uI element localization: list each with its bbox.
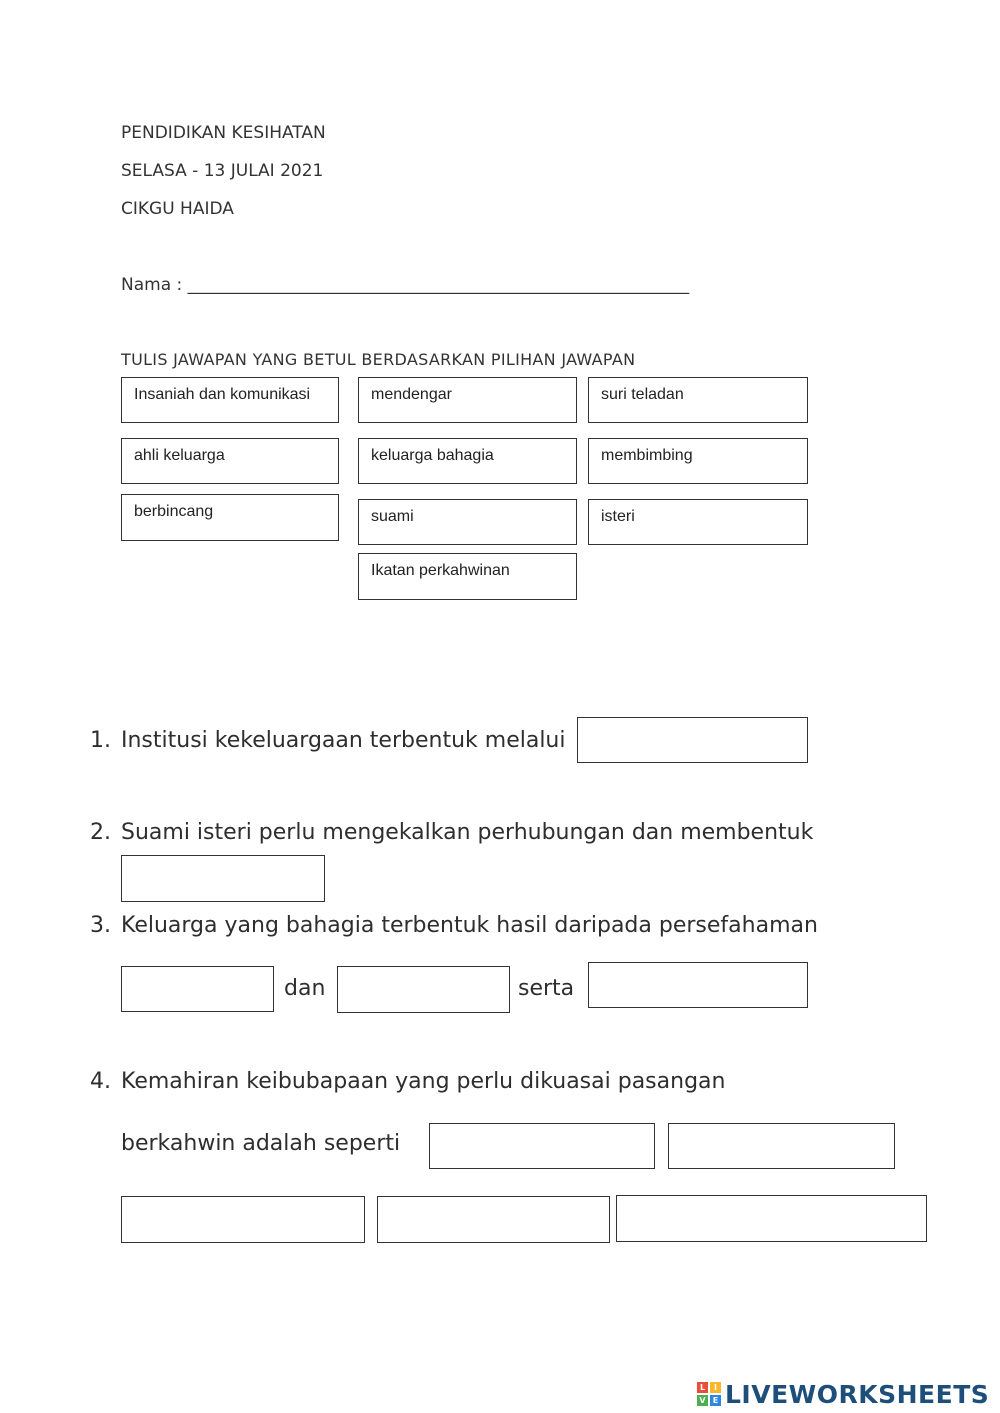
choice-ikatan-perkahwinan: Ikatan perkahwinan: [358, 553, 577, 600]
choice-suri-teladan: suri teladan: [588, 377, 808, 423]
q3-connector-serta: serta: [518, 976, 575, 1001]
q4-answer-box-3[interactable]: [121, 1196, 365, 1243]
instruction-text: TULIS JAWAPAN YANG BETUL BERDASARKAN PILIHAN JAWAPAN: [121, 350, 636, 369]
name-field-label: Nama : ___________________________________________________________: [121, 275, 690, 295]
q3-answer-box-2[interactable]: [337, 966, 510, 1013]
q3-connector-dan: dan: [284, 976, 326, 1001]
liveworksheets-logo-text: LIVEWORKSHEETS: [725, 1379, 990, 1409]
question-4-text: Kemahiran keibubapaan yang perlu dikuasai pasangan: [121, 1069, 726, 1094]
choice-insaniah-dan-komunikasi: Insaniah dan komunikasi: [121, 377, 339, 423]
q2-answer-box[interactable]: [121, 855, 325, 902]
logo-letter-v: V: [697, 1395, 708, 1406]
teacher-heading: CIKGU HAIDA: [121, 199, 234, 219]
date-heading: SELASA - 13 JULAI 2021: [121, 161, 324, 181]
q2-answer-input[interactable]: [122, 856, 324, 901]
q3-answer-input-3[interactable]: [589, 963, 807, 1007]
q4-answer-input-2[interactable]: [669, 1124, 894, 1168]
choice-isteri: isteri: [588, 499, 808, 545]
q3-answer-input-1[interactable]: [122, 967, 273, 1011]
logo-letter-l: L: [697, 1382, 708, 1393]
question-2-number: 2.: [90, 820, 111, 845]
q1-answer-input[interactable]: [578, 718, 807, 762]
choice-membimbing: membimbing: [588, 438, 808, 484]
question-4-number: 4.: [90, 1069, 111, 1094]
subject-heading: PENDIDIKAN KESIHATAN: [121, 123, 326, 143]
q4-answer-box-5[interactable]: [616, 1195, 927, 1242]
question-1-text: Institusi kekeluargaan terbentuk melalui: [121, 728, 566, 753]
question-3-number: 3.: [90, 913, 111, 938]
logo-letter-i: I: [710, 1382, 721, 1393]
choice-berbincang: berbincang: [121, 494, 339, 541]
liveworksheets-brand: [697, 1376, 989, 1412]
q4-answer-input-5[interactable]: [617, 1196, 926, 1241]
q4-answer-box-1[interactable]: [429, 1123, 655, 1169]
choice-suami: suami: [358, 499, 577, 545]
choice-mendengar: mendengar: [358, 377, 577, 423]
question-3-text: Keluarga yang bahagia terbentuk hasil daripada persefahaman: [121, 913, 818, 938]
q4-answer-input-3[interactable]: [122, 1197, 364, 1242]
q3-answer-box-1[interactable]: [121, 966, 274, 1012]
q3-answer-box-3[interactable]: [588, 962, 808, 1008]
q3-answer-input-2[interactable]: [338, 967, 509, 1012]
q4-answer-input-1[interactable]: [430, 1124, 654, 1168]
q4-answer-box-4[interactable]: [377, 1196, 610, 1243]
question-1-number: 1.: [90, 728, 111, 753]
choice-keluarga-bahagia: keluarga bahagia: [358, 438, 577, 484]
question-4-text-line-2: berkahwin adalah seperti: [121, 1131, 401, 1156]
q4-answer-input-4[interactable]: [378, 1197, 609, 1242]
q1-answer-box[interactable]: [577, 717, 808, 763]
q4-answer-box-2[interactable]: [668, 1123, 895, 1169]
question-2-text: Suami isteri perlu mengekalkan perhubungan dan membentuk: [121, 820, 814, 845]
liveworksheets-logo-icon: [697, 1382, 721, 1406]
logo-letter-e: E: [710, 1395, 721, 1406]
choice-ahli-keluarga: ahli keluarga: [121, 438, 339, 484]
